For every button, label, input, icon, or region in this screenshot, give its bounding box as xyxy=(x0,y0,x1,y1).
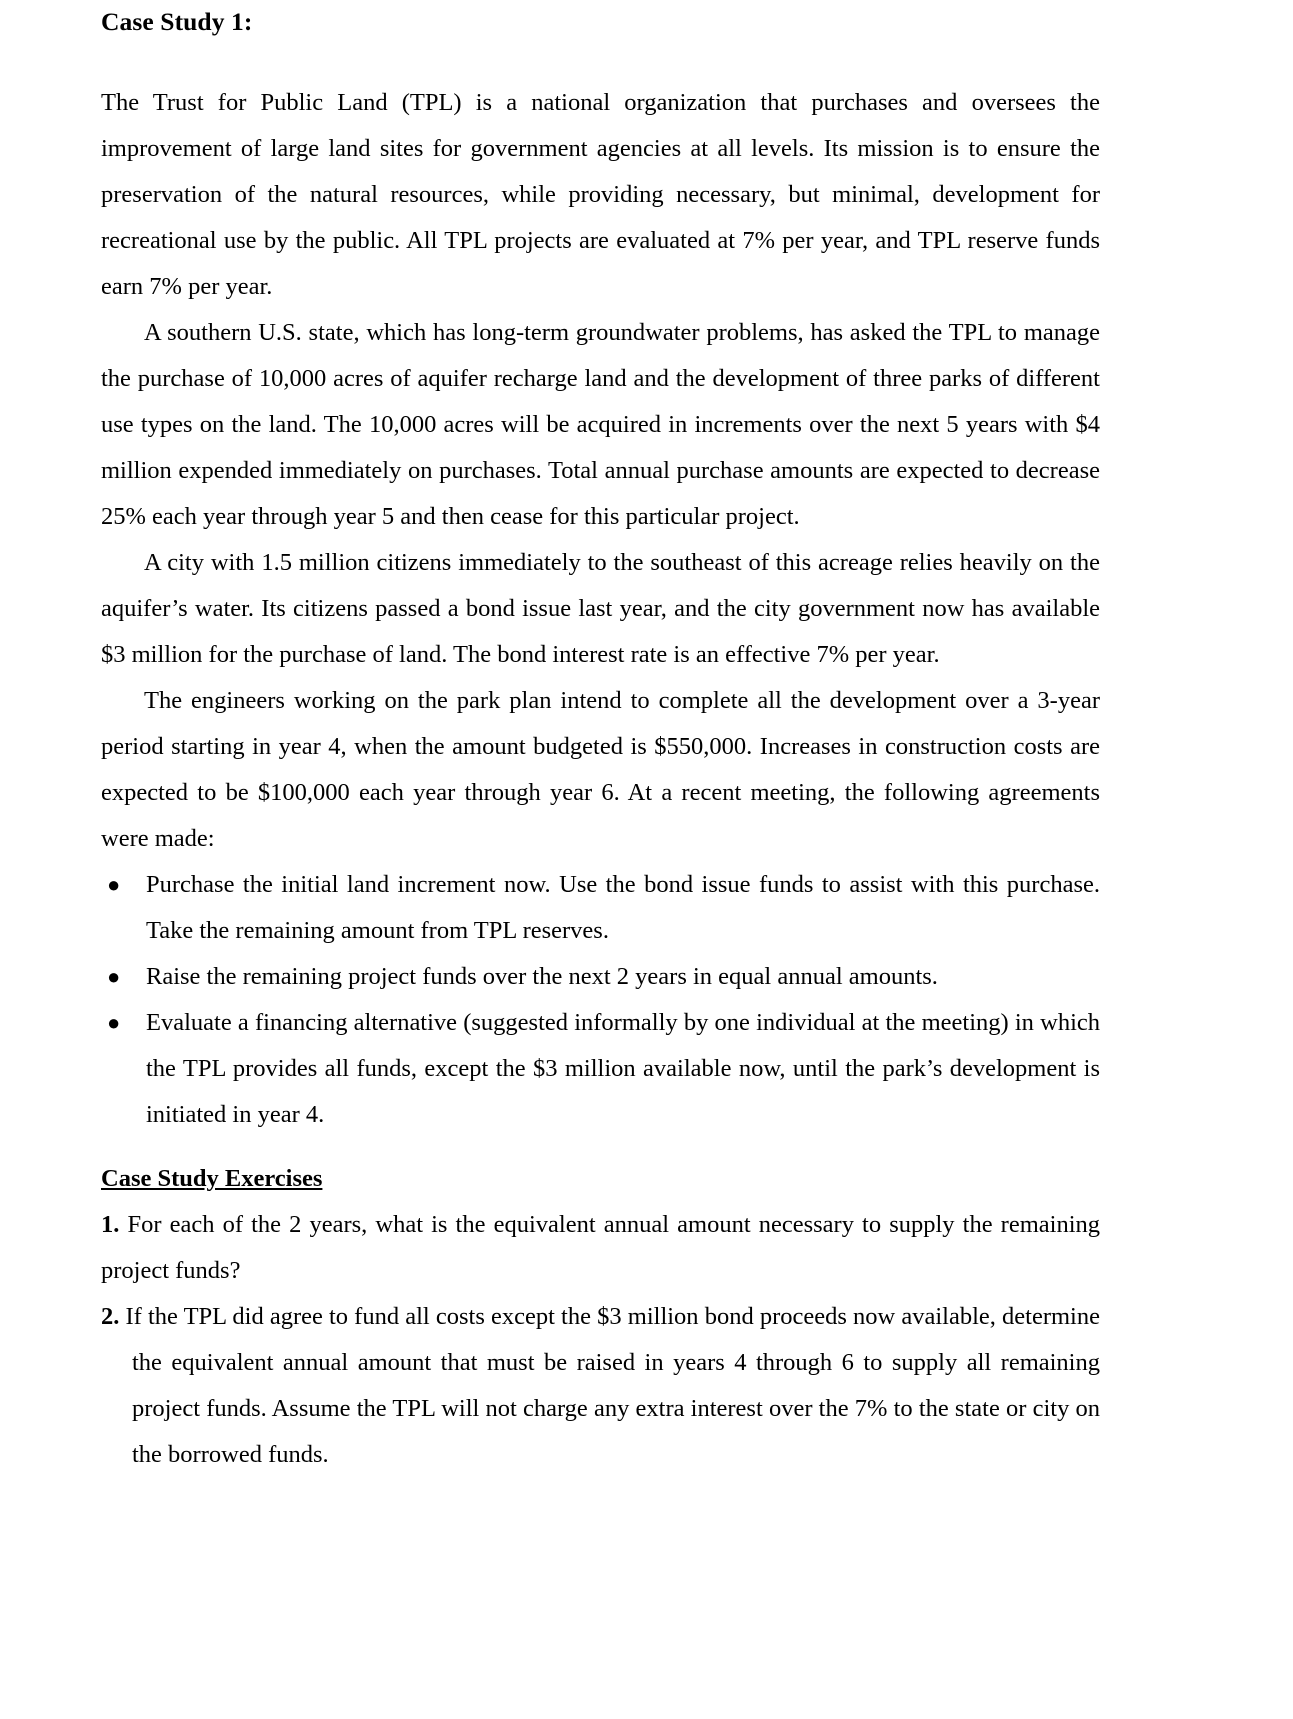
exercises-heading: Case Study Exercises xyxy=(101,1164,323,1192)
list-item-text: Purchase the initial land increment now. Use the bond issue funds to assist with this purchase. Take the remaining amount from TPL reserves. xyxy=(146,870,1100,944)
list-item-text: Raise the remaining project funds over the next 2 years in equal annual amounts. xyxy=(146,962,938,990)
paragraph-engineers-plan: The engineers working on the park plan intend to complete all the development over a 3-year period starting in year 4, when the amount budgeted is $550,000. Increases in construction costs are expected to be $100,000 each year through year 6. At a recent meeting, the following agreements were made: xyxy=(101,686,1100,852)
list-item xyxy=(101,1000,1100,1138)
list-item xyxy=(101,954,1100,1000)
bullet-icon: ● xyxy=(107,871,121,897)
paragraph-city-bond: A city with 1.5 million citizens immediately to the southeast of this acreage relies heavily on the aquifer’s water. Its citizens passed a bond issue last year, and the city government now has available $3 million for the purchase of land. The bond interest rate is an effective 7% per year. xyxy=(101,548,1100,668)
page-content xyxy=(101,6,1100,1478)
exercise-number: 2. xyxy=(101,1302,120,1330)
list-item-text: Evaluate a financing alternative (suggested informally by one individual at the meeting) in which the TPL provides all funds, except the $3 million available now, until the park’s development is initiated in year 4. xyxy=(146,1008,1100,1128)
exercise-item-2 xyxy=(101,1294,1100,1478)
bullet-icon: ● xyxy=(107,1009,121,1035)
exercise-number: 1. xyxy=(101,1210,120,1238)
exercise-text: For each of the 2 years, what is the equivalent annual amount necessary to supply the remaining project funds? xyxy=(101,1210,1101,1284)
paragraph-tpl-overview: The Trust for Public Land (TPL) is a national organization that purchases and oversees the improvement of large land sites for government agencies at all levels. Its mission is to ensure the preservation of the natural resources, while providing necessary, but minimal, development for recreational use by the public. All TPL projects are evaluated at 7% per year, and TPL reserve funds earn 7% per year. xyxy=(101,88,1100,300)
bullet-icon: ● xyxy=(107,963,121,989)
exercise-item-1 xyxy=(101,1202,1100,1294)
agreements-bullet-list xyxy=(101,862,1100,1138)
page-title: Case Study 1: xyxy=(101,7,253,36)
exercise-text: If the TPL did agree to fund all costs except the $3 million bond proceeds now available, determine the equivalent annual amount that must be raised in years 4 through 6 to supply all remaining project funds. Assume the TPL will not charge any extra interest over the 7% to the state or city on the borrowed funds. xyxy=(125,1302,1100,1468)
list-item xyxy=(101,862,1100,954)
exercises-heading-container xyxy=(101,1148,1100,1202)
paragraph-state-request: A southern U.S. state, which has long-term groundwater problems, has asked the TPL to manage the purchase of 10,000 acres of aquifer recharge land and the development of three parks of different use types on the land. The 10,000 acres will be acquired in increments over the next 5 years with $4 million expended immediately on purchases. Total annual purchase amounts are expected to decrease 25% each year through year 5 and then cease for this particular project. xyxy=(101,318,1100,530)
